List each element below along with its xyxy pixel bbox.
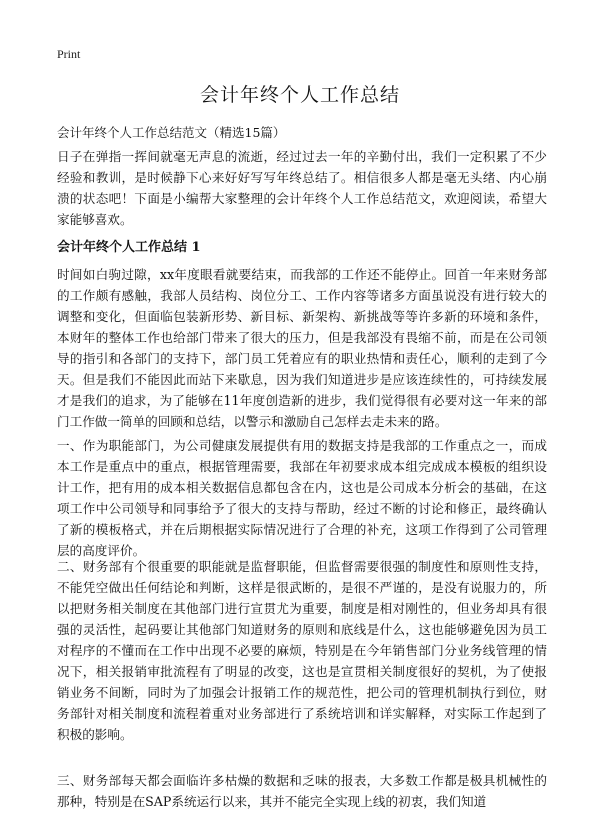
page-title: 会计年终个人工作总结 [199,84,400,106]
intro-paragraph: 日子在弹指一挥间就毫无声息的流逝，经过过去一年的辛勤付出，我们一定积累了不少经验和教训，是时候静下心来好好写写年终总结了。相信很多人都是毫无头绪、内心崩溃的状态吧！下面是小编帮大家整理的会计年终个人工作总结范文，欢迎阅读，希望大家能够喜欢。 [57,149,547,227]
body-paragraph-1: 时间如白驹过隙，xx年度眼看就要结束，而我部的工作还不能停止。回首一年来财务部的工作颇有感触，我部人员结构、岗位分工、工作内容等诸多方面虽说没有进行较大的调整和变化，但面临包装新形势、新目标、新架构、新挑战等等许多新的环境和条件，本财年的整体工作也给部门带来了很大的压力，但是我部没有畏缩不前，而是在公司领导的指引和各部门的支持下，部门员工凭着应有的职业热情和责任心，顺利的走到了今天。但是我们不能因此而站下来歇息，因为我们知道进步是应该连续性的，可持续发展才是我们的追求，为了能够在11年度创造新的进步，我们觉得很有必要对这一年来的部门工作做一简单的回顾和总结，以警示和激励自己怎样去走未来的路。 [57,267,547,429]
body-paragraph-4: 三、财务部每天都会面临许多枯燥的数据和乏味的报表，大多数工作都是极具机械性的那种，特别是在SAP系统运行以来，其并不能完全实现上线的初衷，我们知道 [57,773,547,809]
print-link[interactable]: Print [57,47,81,61]
section-heading: 会计年终个人工作总结 1 [57,240,201,255]
subtitle: 会计年终个人工作总结范文（精选15篇） [57,125,286,140]
body-paragraph-2: 一、作为职能部门，为公司健康发展提供有用的数据支持是我部的工作重点之一，而成本工作是重点中的重点，根据管理需要，我部在年初要求成本组完成成本模板的组织设计工作，把有用的成本相关数据信息都包含在内，这也是公司成本分析会的基础，在这项工作中公司领导和同事给予了很大的支持与帮助，经过不断的讨论和修正，最终确认了新的模板格式，并在后期根据实际情况进行了合理的补充，这项工作得到了公司管理层的高度评价。 [57,438,547,558]
body-paragraph-3: 二、财务部有个很重要的职能就是监督职能，但监督需要很强的制度性和原则性支持，不能凭空做出任何结论和判断，这样是很武断的，是很不严谨的，是没有说服力的，所以把财务相关制度在其他部门进行宣贯尤为重要，制度是相对刚性的，但业务却具有很强的灵活性，起码要让其他部门知道财务的原则和底线是什么，这也能够避免因为员工对程序的不懂而在工作中出现不必要的麻烦，特别是在今年销售部门分业务线管理的情况下，相关报销审批流程有了明显的改变，这也是宣贯相关制度很好的契机，为了使报销业务不间断，同时为了加强会计报销工作的规范性，把公司的管理机制执行到位，财务部针对相关制度和流程着重对业务部进行了系统培训和详实解释，对实际工作起到了积极的影响。 [57,559,547,742]
